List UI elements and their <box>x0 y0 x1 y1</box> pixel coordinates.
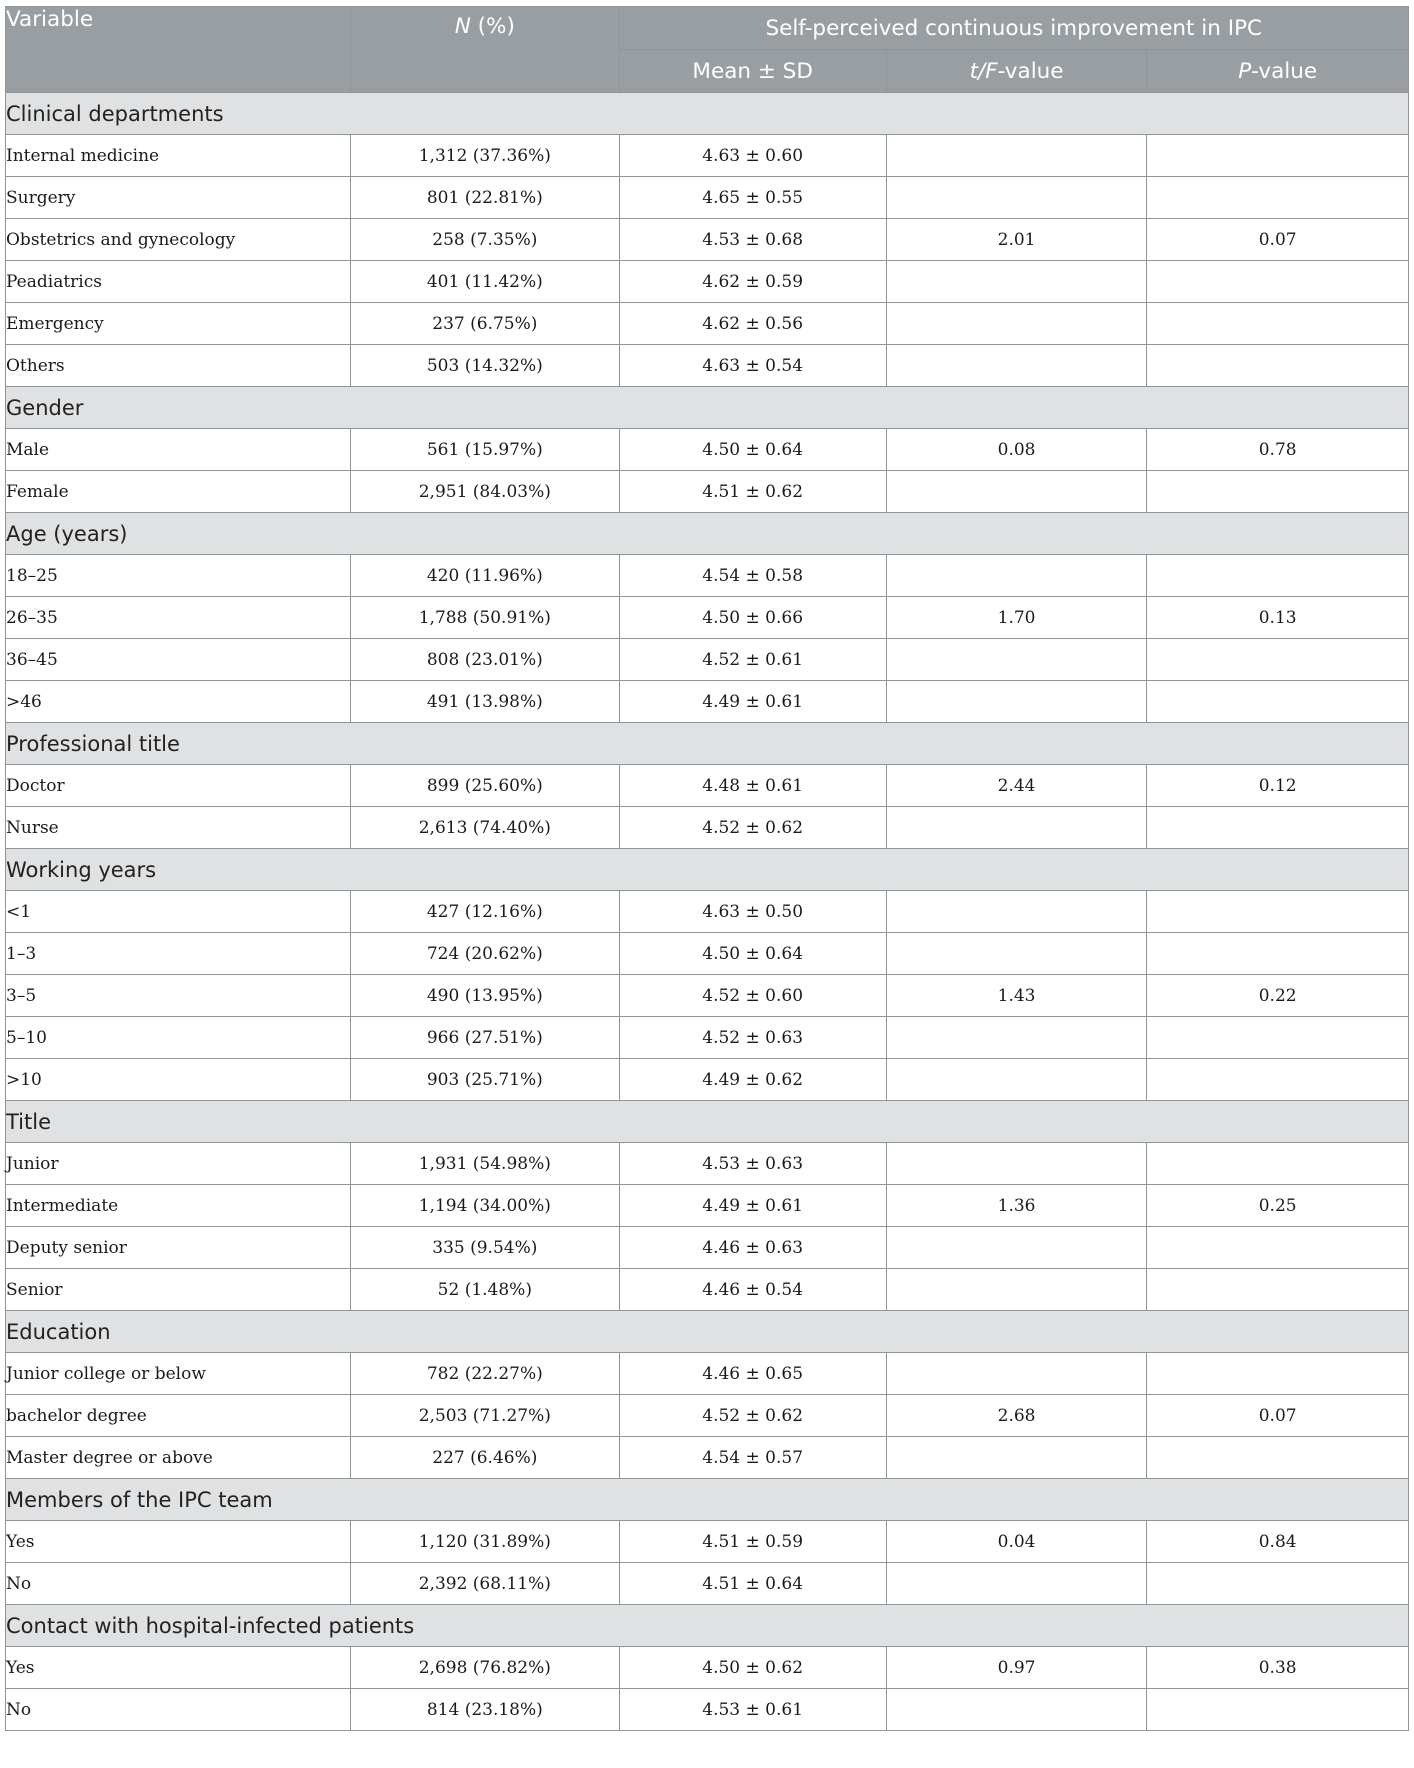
mean-sd-cell: 4.62 ± 0.56 <box>619 303 886 345</box>
variable-cell: Female <box>6 471 351 513</box>
n-percent-cell: 227 (6.46%) <box>351 1437 619 1479</box>
table-row <box>6 1353 1409 1395</box>
p-value-cell <box>1147 471 1409 513</box>
p-value-cell <box>1147 345 1409 387</box>
n-percent-cell: 420 (11.96%) <box>351 555 619 597</box>
p-value-cell <box>1147 135 1409 177</box>
table-row <box>6 1143 1409 1185</box>
p-value-cell <box>1147 1563 1409 1605</box>
mean-sd-cell: 4.50 ± 0.64 <box>619 933 886 975</box>
stat-cell <box>886 1689 1147 1731</box>
n-percent-cell: 427 (12.16%) <box>351 891 619 933</box>
p-value-cell: 0.38 <box>1147 1647 1409 1689</box>
mean-sd-cell: 4.53 ± 0.63 <box>619 1143 886 1185</box>
mean-sd-cell: 4.53 ± 0.61 <box>619 1689 886 1731</box>
table-row <box>6 1059 1409 1101</box>
variable-cell: Peadiatrics <box>6 261 351 303</box>
n-percent-cell: 237 (6.75%) <box>351 303 619 345</box>
stat-cell <box>886 135 1147 177</box>
stat-cell: 1.70 <box>886 597 1147 639</box>
table-row <box>6 471 1409 513</box>
p-value-cell <box>1147 933 1409 975</box>
table-row <box>6 345 1409 387</box>
variable-cell: Junior <box>6 1143 351 1185</box>
n-percent-cell: 2,392 (68.11%) <box>351 1563 619 1605</box>
mean-sd-cell: 4.54 ± 0.57 <box>619 1437 886 1479</box>
p-value-cell <box>1147 1017 1409 1059</box>
n-percent-cell: 2,613 (74.40%) <box>351 807 619 849</box>
n-percent-cell: 503 (14.32%) <box>351 345 619 387</box>
table-row <box>6 1563 1409 1605</box>
stat-cell: 2.68 <box>886 1395 1147 1437</box>
table-row <box>6 597 1409 639</box>
p-value-cell <box>1147 1437 1409 1479</box>
stat-cell <box>886 345 1147 387</box>
stat-cell: 0.97 <box>886 1647 1147 1689</box>
variable-cell: 5–10 <box>6 1017 351 1059</box>
header-tf-value <box>886 50 1147 93</box>
n-percent-cell: 1,788 (50.91%) <box>351 597 619 639</box>
stat-cell <box>886 807 1147 849</box>
n-percent-cell: 2,503 (71.27%) <box>351 1395 619 1437</box>
variable-cell: Doctor <box>6 765 351 807</box>
p-value-cell <box>1147 1227 1409 1269</box>
stat-cell <box>886 177 1147 219</box>
variable-cell: Male <box>6 429 351 471</box>
n-percent-cell: 52 (1.48%) <box>351 1269 619 1311</box>
table-row <box>6 261 1409 303</box>
table-row <box>6 219 1409 261</box>
mean-sd-cell: 4.50 ± 0.64 <box>619 429 886 471</box>
header-n-rest: (%) <box>470 14 515 39</box>
p-value-cell <box>1147 1059 1409 1101</box>
mean-sd-cell: 4.53 ± 0.68 <box>619 219 886 261</box>
stat-cell <box>886 303 1147 345</box>
n-percent-cell: 490 (13.95%) <box>351 975 619 1017</box>
group-header-row <box>6 849 1409 891</box>
mean-sd-cell: 4.54 ± 0.58 <box>619 555 886 597</box>
stat-cell <box>886 261 1147 303</box>
p-value-cell: 0.07 <box>1147 1395 1409 1437</box>
header-p-italic: P <box>1238 58 1252 84</box>
variable-cell: Others <box>6 345 351 387</box>
mean-sd-cell: 4.46 ± 0.54 <box>619 1269 886 1311</box>
table-row <box>6 1269 1409 1311</box>
mean-sd-cell: 4.65 ± 0.55 <box>619 177 886 219</box>
header-n-percent <box>351 7 619 93</box>
p-value-cell: 0.25 <box>1147 1185 1409 1227</box>
p-value-cell <box>1147 1353 1409 1395</box>
mean-sd-cell: 4.52 ± 0.63 <box>619 1017 886 1059</box>
table-row <box>6 555 1409 597</box>
table-row <box>6 639 1409 681</box>
stat-cell <box>886 1059 1147 1101</box>
group-title: Title <box>6 1101 1409 1143</box>
group-title: Education <box>6 1311 1409 1353</box>
mean-sd-cell: 4.49 ± 0.61 <box>619 681 886 723</box>
stat-cell <box>886 1437 1147 1479</box>
variable-cell: No <box>6 1563 351 1605</box>
header-mean-sd: Mean ± SD <box>619 50 886 93</box>
p-value-cell: 0.07 <box>1147 219 1409 261</box>
table-row <box>6 933 1409 975</box>
group-title: Contact with hospital-infected patients <box>6 1605 1409 1647</box>
variable-cell: Junior college or below <box>6 1353 351 1395</box>
mean-sd-cell: 4.52 ± 0.60 <box>619 975 886 1017</box>
variable-cell: Intermediate <box>6 1185 351 1227</box>
p-value-cell <box>1147 303 1409 345</box>
n-percent-cell: 782 (22.27%) <box>351 1353 619 1395</box>
stat-cell <box>886 1563 1147 1605</box>
variable-cell: 3–5 <box>6 975 351 1017</box>
n-percent-cell: 966 (27.51%) <box>351 1017 619 1059</box>
stat-cell <box>886 1143 1147 1185</box>
group-header-row <box>6 723 1409 765</box>
table-row <box>6 303 1409 345</box>
variable-cell: Emergency <box>6 303 351 345</box>
variable-cell: 36–45 <box>6 639 351 681</box>
group-header-row <box>6 387 1409 429</box>
header-n-italic: N <box>454 14 471 39</box>
table-row <box>6 1227 1409 1269</box>
variable-cell: Internal medicine <box>6 135 351 177</box>
table-row <box>6 429 1409 471</box>
n-percent-cell: 335 (9.54%) <box>351 1227 619 1269</box>
group-title: Age (years) <box>6 513 1409 555</box>
mean-sd-cell: 4.50 ± 0.62 <box>619 1647 886 1689</box>
variable-cell: 1–3 <box>6 933 351 975</box>
header-group-title: Self-perceived continuous improvement in IPC <box>619 7 1408 50</box>
mean-sd-cell: 4.46 ± 0.65 <box>619 1353 886 1395</box>
p-value-cell <box>1147 1689 1409 1731</box>
n-percent-cell: 1,931 (54.98%) <box>351 1143 619 1185</box>
table-row <box>6 765 1409 807</box>
table-row <box>6 1185 1409 1227</box>
header-variable: Variable <box>6 7 351 93</box>
table-row <box>6 1647 1409 1689</box>
n-percent-cell: 903 (25.71%) <box>351 1059 619 1101</box>
variable-cell: Yes <box>6 1521 351 1563</box>
n-percent-cell: 814 (23.18%) <box>351 1689 619 1731</box>
p-value-cell <box>1147 1269 1409 1311</box>
p-value-cell <box>1147 177 1409 219</box>
group-header-row <box>6 1101 1409 1143</box>
variable-cell: Surgery <box>6 177 351 219</box>
stat-cell <box>886 639 1147 681</box>
p-value-cell: 0.84 <box>1147 1521 1409 1563</box>
n-percent-cell: 808 (23.01%) <box>351 639 619 681</box>
group-title: Clinical departments <box>6 93 1409 135</box>
stat-cell <box>886 1269 1147 1311</box>
variable-cell: bachelor degree <box>6 1395 351 1437</box>
p-value-cell <box>1147 891 1409 933</box>
p-value-cell: 0.13 <box>1147 597 1409 639</box>
mean-sd-cell: 4.51 ± 0.62 <box>619 471 886 513</box>
group-header-row <box>6 1479 1409 1521</box>
group-header-row <box>6 1605 1409 1647</box>
mean-sd-cell: 4.62 ± 0.59 <box>619 261 886 303</box>
n-percent-cell: 1,194 (34.00%) <box>351 1185 619 1227</box>
stat-cell: 1.43 <box>886 975 1147 1017</box>
table-row <box>6 975 1409 1017</box>
n-percent-cell: 401 (11.42%) <box>351 261 619 303</box>
mean-sd-cell: 4.51 ± 0.64 <box>619 1563 886 1605</box>
n-percent-cell: 724 (20.62%) <box>351 933 619 975</box>
variable-cell: >46 <box>6 681 351 723</box>
stat-cell: 1.36 <box>886 1185 1147 1227</box>
n-percent-cell: 1,312 (37.36%) <box>351 135 619 177</box>
mean-sd-cell: 4.49 ± 0.62 <box>619 1059 886 1101</box>
p-value-cell <box>1147 681 1409 723</box>
stat-cell <box>886 1353 1147 1395</box>
mean-sd-cell: 4.51 ± 0.59 <box>619 1521 886 1563</box>
mean-sd-cell: 4.63 ± 0.60 <box>619 135 886 177</box>
group-title: Members of the IPC team <box>6 1479 1409 1521</box>
stat-cell: 0.08 <box>886 429 1147 471</box>
mean-sd-cell: 4.49 ± 0.61 <box>619 1185 886 1227</box>
stat-cell <box>886 891 1147 933</box>
variable-cell: Senior <box>6 1269 351 1311</box>
variable-cell: 26–35 <box>6 597 351 639</box>
p-value-cell: 0.12 <box>1147 765 1409 807</box>
stat-cell <box>886 933 1147 975</box>
n-percent-cell: 2,698 (76.82%) <box>351 1647 619 1689</box>
stat-cell <box>886 471 1147 513</box>
stat-cell <box>886 555 1147 597</box>
mean-sd-cell: 4.63 ± 0.54 <box>619 345 886 387</box>
p-value-cell: 0.78 <box>1147 429 1409 471</box>
stat-cell <box>886 1017 1147 1059</box>
mean-sd-cell: 4.46 ± 0.63 <box>619 1227 886 1269</box>
variable-cell: Nurse <box>6 807 351 849</box>
n-percent-cell: 258 (7.35%) <box>351 219 619 261</box>
table-row <box>6 807 1409 849</box>
stat-cell <box>886 681 1147 723</box>
group-header-row <box>6 93 1409 135</box>
mean-sd-cell: 4.50 ± 0.66 <box>619 597 886 639</box>
mean-sd-cell: 4.63 ± 0.50 <box>619 891 886 933</box>
table-row <box>6 1521 1409 1563</box>
table-row <box>6 177 1409 219</box>
table-row <box>6 1395 1409 1437</box>
table-row <box>6 891 1409 933</box>
header-p-rest: -value <box>1251 58 1318 84</box>
stat-cell: 2.44 <box>886 765 1147 807</box>
variable-cell: No <box>6 1689 351 1731</box>
stat-cell: 0.04 <box>886 1521 1147 1563</box>
header-tf-italic: t/F <box>969 58 998 84</box>
variable-cell: <1 <box>6 891 351 933</box>
variable-cell: >10 <box>6 1059 351 1101</box>
group-title: Working years <box>6 849 1409 891</box>
variable-cell: Master degree or above <box>6 1437 351 1479</box>
n-percent-cell: 801 (22.81%) <box>351 177 619 219</box>
stat-cell <box>886 1227 1147 1269</box>
table-header <box>6 7 1409 93</box>
table-row <box>6 1689 1409 1731</box>
p-value-cell <box>1147 1143 1409 1185</box>
stats-table <box>5 6 1409 1731</box>
p-value-cell <box>1147 261 1409 303</box>
header-tf-rest: -value <box>997 58 1064 84</box>
n-percent-cell: 561 (15.97%) <box>351 429 619 471</box>
n-percent-cell: 899 (25.60%) <box>351 765 619 807</box>
p-value-cell: 0.22 <box>1147 975 1409 1017</box>
variable-cell: Deputy senior <box>6 1227 351 1269</box>
table-row <box>6 681 1409 723</box>
table-row <box>6 135 1409 177</box>
table-body <box>6 93 1409 1731</box>
variable-cell: Obstetrics and gynecology <box>6 219 351 261</box>
p-value-cell <box>1147 639 1409 681</box>
n-percent-cell: 1,120 (31.89%) <box>351 1521 619 1563</box>
mean-sd-cell: 4.52 ± 0.62 <box>619 807 886 849</box>
mean-sd-cell: 4.52 ± 0.62 <box>619 1395 886 1437</box>
variable-cell: 18–25 <box>6 555 351 597</box>
mean-sd-cell: 4.48 ± 0.61 <box>619 765 886 807</box>
mean-sd-cell: 4.52 ± 0.61 <box>619 639 886 681</box>
p-value-cell <box>1147 807 1409 849</box>
group-title: Gender <box>6 387 1409 429</box>
group-title: Professional title <box>6 723 1409 765</box>
n-percent-cell: 491 (13.98%) <box>351 681 619 723</box>
table-row <box>6 1437 1409 1479</box>
group-header-row <box>6 1311 1409 1353</box>
header-p-value <box>1147 50 1409 93</box>
group-header-row <box>6 513 1409 555</box>
n-percent-cell: 2,951 (84.03%) <box>351 471 619 513</box>
p-value-cell <box>1147 555 1409 597</box>
variable-cell: Yes <box>6 1647 351 1689</box>
stat-cell: 2.01 <box>886 219 1147 261</box>
table-row <box>6 1017 1409 1059</box>
